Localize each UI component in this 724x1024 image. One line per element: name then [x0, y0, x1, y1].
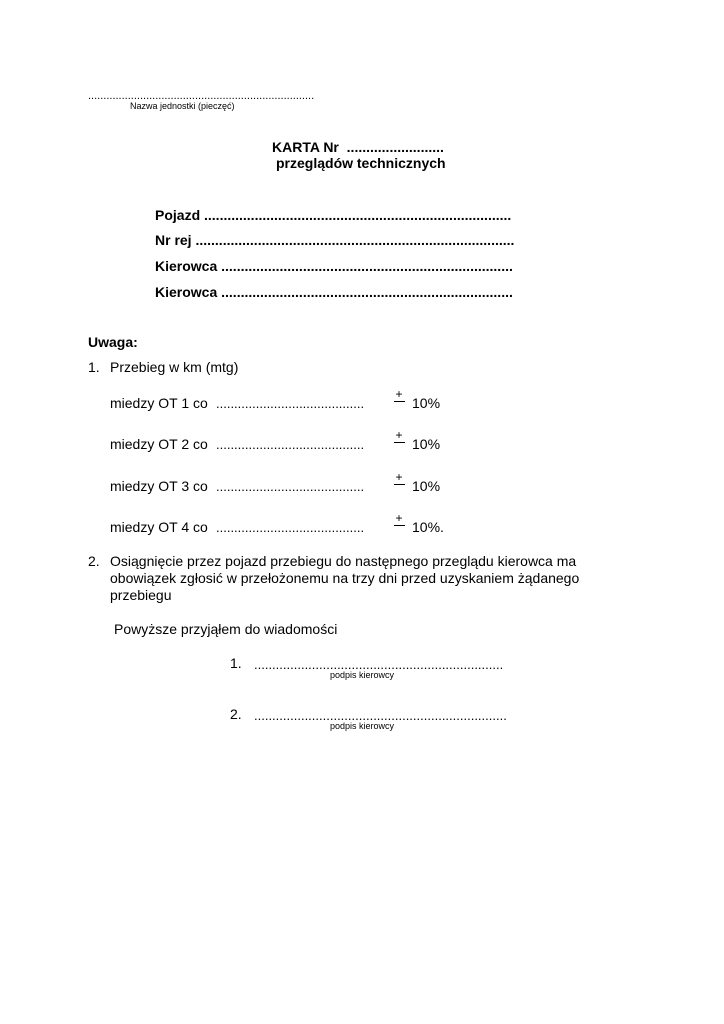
ot-row-dots: .........................................	[216, 396, 365, 411]
signature-2-label: podpis kierowcy	[330, 721, 395, 731]
minus-bar	[394, 442, 405, 443]
acknowledgement-text: Powyższe przyjąłem do wiadomości	[114, 621, 338, 637]
note-1-number: 1.	[88, 359, 100, 375]
card-subtitle: przeglądów technicznych	[276, 155, 446, 171]
field-driver-1: Kierowca ...........................................................................	[155, 258, 513, 274]
minus-bar	[394, 484, 405, 485]
ot-row-dots: .........................................	[216, 520, 365, 535]
minus-bar	[394, 525, 405, 526]
ot-row-label: miedzy OT 4 co	[110, 519, 208, 535]
field-registration: Nr rej ..................................................................................	[155, 232, 515, 248]
field-driver-2: Kierowca ...........................................................................	[155, 284, 513, 300]
plus-sign: +	[395, 387, 403, 401]
plus-minus-sign	[393, 430, 405, 450]
card-number-title: KARTA Nr .........................	[272, 139, 444, 155]
plus-sign: +	[395, 511, 403, 525]
field-vehicle: Pojazd ...............................................................................	[155, 207, 512, 223]
minus-bar	[394, 401, 405, 402]
ot-row-dots: .........................................	[216, 437, 365, 452]
signature-1-label: podpis kierowcy	[330, 670, 395, 680]
ot-row-value: 10%.	[412, 519, 444, 535]
unit-name-dotted-line: ..........................................................................	[88, 90, 315, 102]
note-2-line-2: obowiązek zgłosić w przełożonemu na trzy dni przed uzyskaniem żądanego	[110, 570, 580, 586]
ot-row-label: miedzy OT 2 co	[110, 436, 208, 452]
note-2-line-3: przebiegu	[110, 587, 172, 603]
signature-2-number: 2.	[230, 706, 242, 722]
note-1-text: Przebieg w km (mtg)	[110, 359, 239, 375]
plus-minus-sign	[393, 389, 405, 409]
signature-1-number: 1.	[230, 655, 242, 671]
ot-row-label: miedzy OT 3 co	[110, 478, 208, 494]
plus-minus-sign	[393, 513, 405, 533]
signature-1-line[interactable]: .....................................................................	[254, 657, 504, 672]
ot-row-value: 10%	[412, 395, 441, 411]
ot-row-value: 10%	[412, 478, 441, 494]
ot-row-dots: .........................................	[216, 479, 365, 494]
note-2-line-1: Osiągnięcie przez pojazd przebiegu do następnego przeglądu kierowca ma	[110, 553, 577, 569]
unit-name-label: Nazwa jednostki (pieczęć)	[130, 101, 235, 111]
ot-row-label: miedzy OT 1 co	[110, 395, 208, 411]
plus-minus-sign	[393, 472, 405, 492]
signature-2-line[interactable]: ......................................................................	[254, 708, 507, 723]
plus-sign: +	[395, 470, 403, 484]
note-2-number: 2.	[88, 553, 100, 569]
ot-row-value: 10%	[412, 436, 441, 452]
plus-sign: +	[395, 428, 403, 442]
notes-heading: Uwaga:	[88, 334, 138, 350]
